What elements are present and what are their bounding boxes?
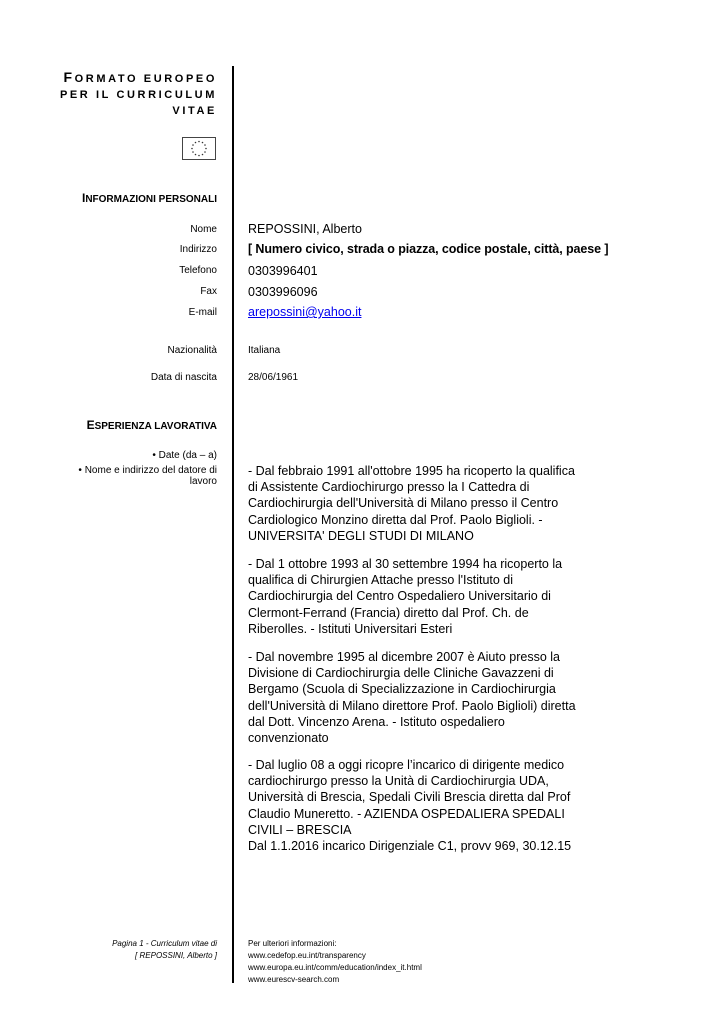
label-birth-date: Data di nascita bbox=[150, 372, 217, 383]
experience-paragraph-2: - Dal 1 ottobre 1993 al 30 settembre 1994 ha ricoperto la qualifica di Chirurgien Attache presso l'Istituto di Cardiochirurgia del Centro Ospedaliero Universitario di Clermont-Ferrand (Francia) diretto dal Prof. Ch. de Riberolles. - Istituti Universitari Esteri bbox=[248, 557, 563, 636]
label-email: E-mail bbox=[188, 307, 217, 318]
label-address: Indirizzo bbox=[179, 244, 217, 255]
value-phone: 0303996401 bbox=[248, 264, 318, 278]
value-birth-date: 28/06/1961 bbox=[248, 372, 299, 383]
title-line1: ORMATO EUROPEO bbox=[74, 73, 217, 85]
label-name: Nome bbox=[190, 224, 217, 235]
column-divider bbox=[232, 66, 234, 983]
footer-link-eurescv[interactable]: www.eurescv-search.com bbox=[248, 975, 340, 984]
title-initial: F bbox=[63, 69, 75, 85]
document-title bbox=[60, 69, 217, 119]
footer-link-europa[interactable]: www.europa.eu.int/comm/education/index_it.html bbox=[248, 963, 422, 972]
value-nationality: Italiana bbox=[248, 345, 281, 356]
experience-paragraph-3: - Dal novembre 1995 al dicembre 2007 è Aiuto presso la Divisione di Cardiochirurgia delle Cliniche Gavazzeni di Bergamo (Scuola di Specializzazione in Cardiochirurgia dell'Università di Milano direttore Prof. Paolo Biglioli) diretta dal Dott. Vincenzo Arena. - Istituto ospedaliero convenzionato bbox=[248, 650, 576, 746]
section-personal-info: INFORMAZIONI PERSONALI bbox=[81, 191, 217, 205]
value-fax: 0303996096 bbox=[248, 285, 318, 299]
experience-paragraph-4: - Dal luglio 08 a oggi ricopre l’incarico di dirigente medico cardiochirurgo presso la Unità di Cardiochirurgia UDA, Università di Brescia, Spedali Civili Brescia diretta dal Prof Claudio Muneretto. - AZIENDA OSPEDALIERA SPEDALI CIVILI – BRESCIA Dal 1.1.2016 incarico Dirigenziale C1, provv 969, 30.12.15 bbox=[248, 758, 572, 854]
footer-page-info: Pagina 1 - Curriculum vitae di [ REPOSSINI, Alberto ] bbox=[112, 939, 217, 960]
email-link[interactable]: arepossini@yahoo.it bbox=[248, 305, 362, 319]
label-fax: Fax bbox=[200, 286, 217, 297]
footer-links bbox=[248, 938, 422, 986]
label-dates: • Date (da – a) bbox=[152, 450, 217, 461]
title-line3: VITAE bbox=[172, 105, 217, 117]
value-name: REPOSSINI, Alberto bbox=[248, 222, 362, 236]
label-nationality: Nazionalità bbox=[167, 345, 217, 356]
label-employer: • Nome e indirizzo del datore di lavoro bbox=[78, 465, 217, 487]
value-address: [ Numero civico, strada o piazza, codice postale, città, paese ] bbox=[248, 242, 609, 256]
title-line2: PER IL CURRICULUM bbox=[59, 89, 217, 101]
footer-link-cedefop[interactable]: www.cedefop.eu.int/transparency bbox=[248, 951, 366, 960]
label-phone: Telefono bbox=[179, 265, 217, 276]
footer-info-label: Per ulteriori informazioni: bbox=[248, 939, 337, 948]
experience-paragraph-1: - Dal febbraio 1991 all'ottobre 1995 ha ricoperto la qualifica di Assistente Cardiochirurgo presso la I Cattedra di Cardiochirurgia dell'Università di Milano presso il Centro Cardiologico Monzino diretta dal Prof. Paolo Biglioli. - UNIVERSITA' DEGLI STUDI DI MILANO bbox=[248, 464, 575, 543]
section-work-experience: ESPERIENZA LAVORATIVA bbox=[86, 418, 217, 432]
eu-flag-icon bbox=[182, 137, 216, 160]
